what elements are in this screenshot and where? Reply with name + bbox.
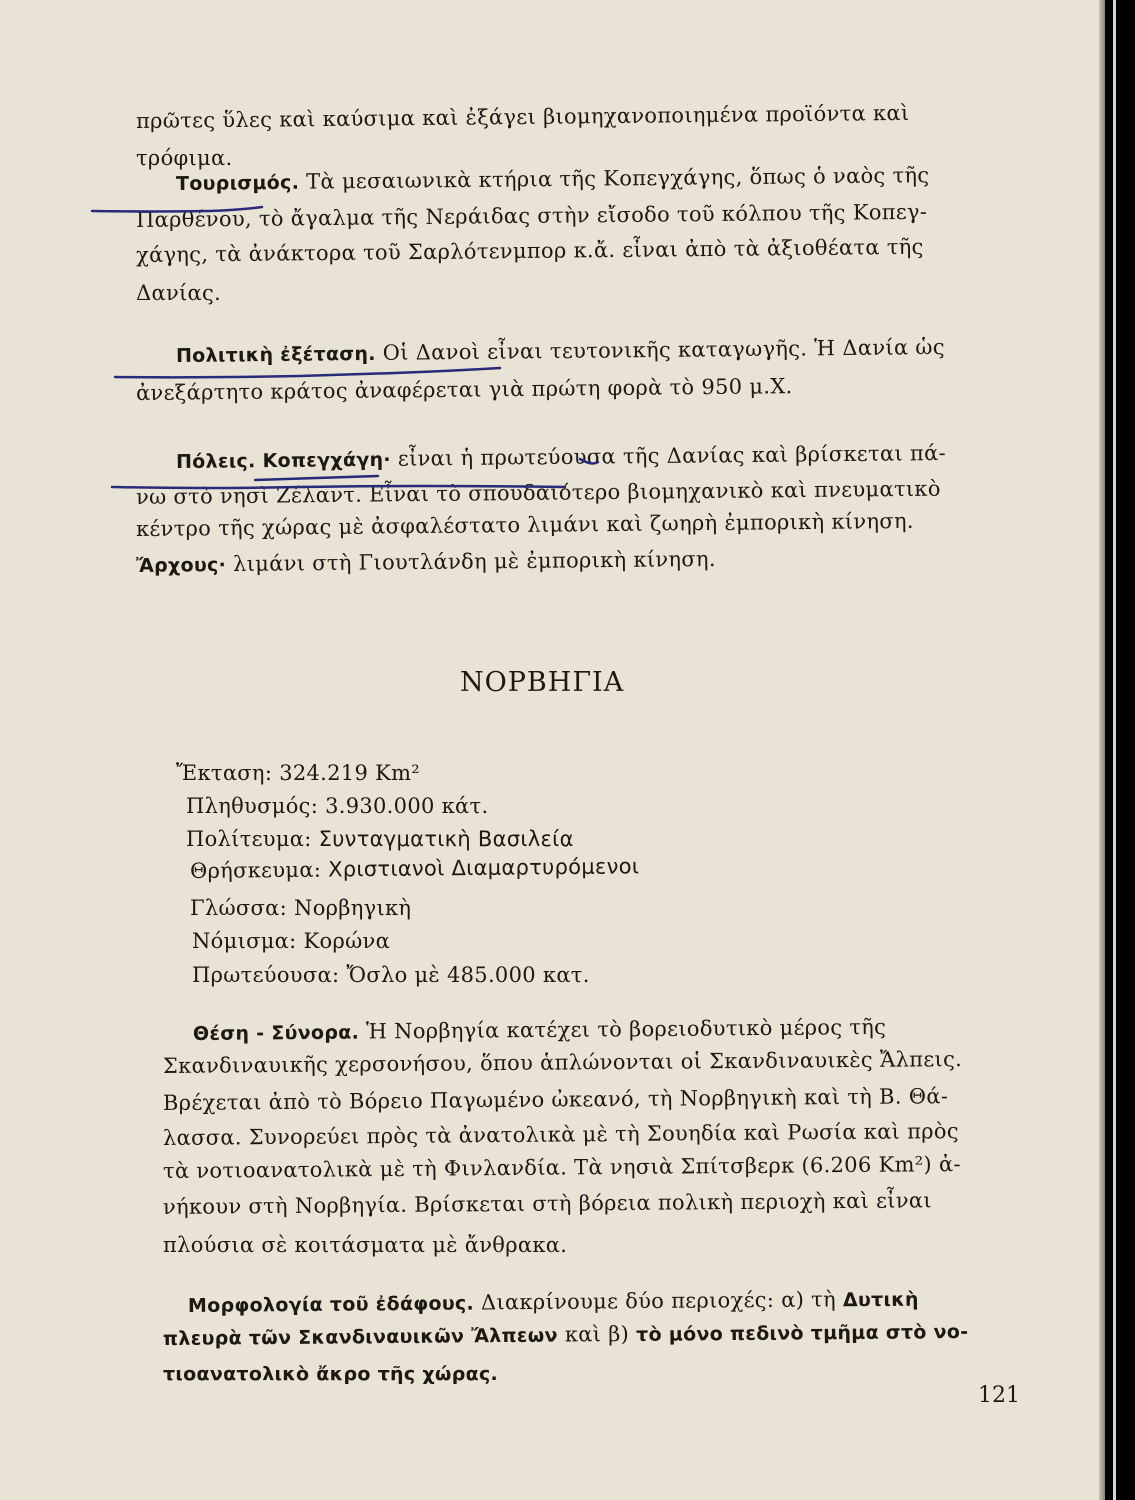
fact-currency: Νόμισμα: Κορώνα [192, 929, 391, 953]
morphology-paragraph-line: Μορφολογία τοῦ ἐδάφους. Διακρίνουμε δύο περιοχές: α) τὴ Δυτικὴ [187, 1287, 919, 1317]
fact-government: Πολίτευμα: Συνταγματικὴ Βασιλεία [186, 827, 574, 851]
text-line: λασσα. Συνορεύει πρὸς τὰ ἀνατολικὰ μὲ τὴ Σουηδία καὶ Ρωσία καὶ πρὸς [162, 1119, 959, 1150]
section-title: ΝΟΡΒΗΓΙΑ [460, 667, 625, 698]
text-line: νήκουν στὴ Νορβηγία. Βρίσκεται στὴ βόρεια πολικὴ περιοχὴ καὶ εἶναι [162, 1188, 932, 1219]
text-line: πλούσια σὲ κοιτάσματα μὲ ἄνθρακα. [163, 1233, 568, 1257]
fact-population: Πληθυσμός: 3.930.000 κάτ. [186, 794, 489, 818]
text-line: πλευρὰ τῶν Σκανδιναυικῶν Ἄλπεων καὶ β) τὸ μόνο πεδινὸ τμῆμα στὸ νο- [162, 1320, 969, 1350]
text-line: Παρθένου, τὸ ἄγαλμα τῆς Νεράιδας στὴν εἴσοδο τοῦ κόλπου τῆς Κοπεγ- [135, 199, 928, 232]
position-paragraph-line: Θέση - Σύνορα. Ἡ Νορβηγία κατέχει τὸ βορειοδυτικὸ μέρος τῆς [192, 1014, 887, 1045]
fact-religion: Θρήσκευμα: Χριστιανοὶ Διαμαρτυρόμενοι [189, 854, 640, 883]
ink-underline [115, 368, 500, 377]
text-line: τρόφιμα. [136, 146, 233, 170]
text-line: τιοανατολικὸ ἄκρο τῆς χώρας. [163, 1363, 499, 1385]
copenhagen-label: Κοπεγχάγη· [262, 448, 391, 473]
aarhus-paragraph-line: Ἄρχους· λιμάνι στὴ Γιουτλάνδη μὲ ἐμπορικὴ κίνηση. [135, 546, 716, 577]
fact-area: Ἔκταση: 324.219 Km² [176, 761, 421, 785]
morphology-heading: Μορφολογία τοῦ ἐδάφους. [187, 1292, 475, 1317]
ink-underline [112, 486, 565, 488]
tourism-heading: Τουρισμός. [175, 171, 300, 195]
cities-heading: Πόλεις. [175, 450, 256, 473]
ink-underline [92, 207, 262, 212]
position-heading: Θέση - Σύνορα. [192, 1021, 360, 1045]
ink-underline [255, 476, 378, 480]
text-line: ἀνεξάρτητο κράτος ἀναφέρεται γιὰ πρώτη φορὰ τὸ 950 μ.Χ. [135, 374, 793, 405]
cities-paragraph-line: Πόλεις. Κοπεγχάγη· εἶναι ἡ πρωτεύουσα τῆς Δανίας καὶ βρίσκεται πά- [175, 440, 947, 473]
political-paragraph-line: Πολιτικὴ ἐξέταση. Οἱ Δανοὶ εἶναι τευτονικῆς καταγωγῆς. Ἡ Δανία ὡς [175, 334, 945, 367]
text-line: Σκανδιναυικῆς χερσονήσου, ὅπου ἁπλώνονται οἱ Σκανδιναυικὲς Ἄλπεις. [162, 1047, 963, 1078]
aarhus-label: Ἄρχους· [135, 554, 227, 577]
tourism-paragraph-line: Τουρισμός. Τὰ μεσαιωνικὰ κτήρια τῆς Κοπεγχάγης, ὅπως ὁ ναὸς τῆς [175, 163, 930, 195]
fact-capital: Πρωτεύουσα: Ὄσλο μὲ 485.000 κατ. [192, 963, 590, 987]
text-line: τὰ νοτιοανατολικὰ μὲ τὴ Φινλανδία. Τὰ νησιὰ Σπίτσβερκ (6.206 Km²) ἀ- [162, 1152, 961, 1183]
political-heading: Πολιτικὴ ἐξέταση. [175, 342, 376, 367]
scan-border [1105, 0, 1135, 1500]
text-line: κέντρο τῆς χώρας μὲ ἀσφαλέστατο λιμάνι καὶ ζωηρὴ ἐμπορικὴ κίνηση. [135, 508, 914, 541]
ink-mark [580, 459, 598, 463]
text-line: πρῶτες ὕλες καὶ καύσιμα καὶ ἐξάγει βιομηχανοποιημένα προϊόντα καὶ [135, 100, 910, 133]
text-line: Βρέχεται ἀπὸ τὸ Βόρειο Παγωμένο ὠκεανό, τὴ Νορβηγικὴ καὶ τὴ Β. Θά- [162, 1084, 949, 1115]
fact-language: Γλώσσα: Νορβηγικὴ [190, 896, 412, 920]
page-number: 121 [978, 1383, 1020, 1408]
scan-edge-line [1113, 0, 1116, 1500]
text-line: Δανίας. [136, 281, 222, 305]
text-line: νω στὸ νησὶ Ζέλαντ. Εἶναι τὸ σπουδαιότερο βιομηχανικὸ καὶ πνευματικὸ [135, 476, 941, 509]
text-line: χάγης, τὰ ἀνάκτορα τοῦ Σαρλότενμπορ κ.ἄ. εἶναι ἀπὸ τὰ ἀξιοθέατα τῆς [135, 234, 924, 267]
